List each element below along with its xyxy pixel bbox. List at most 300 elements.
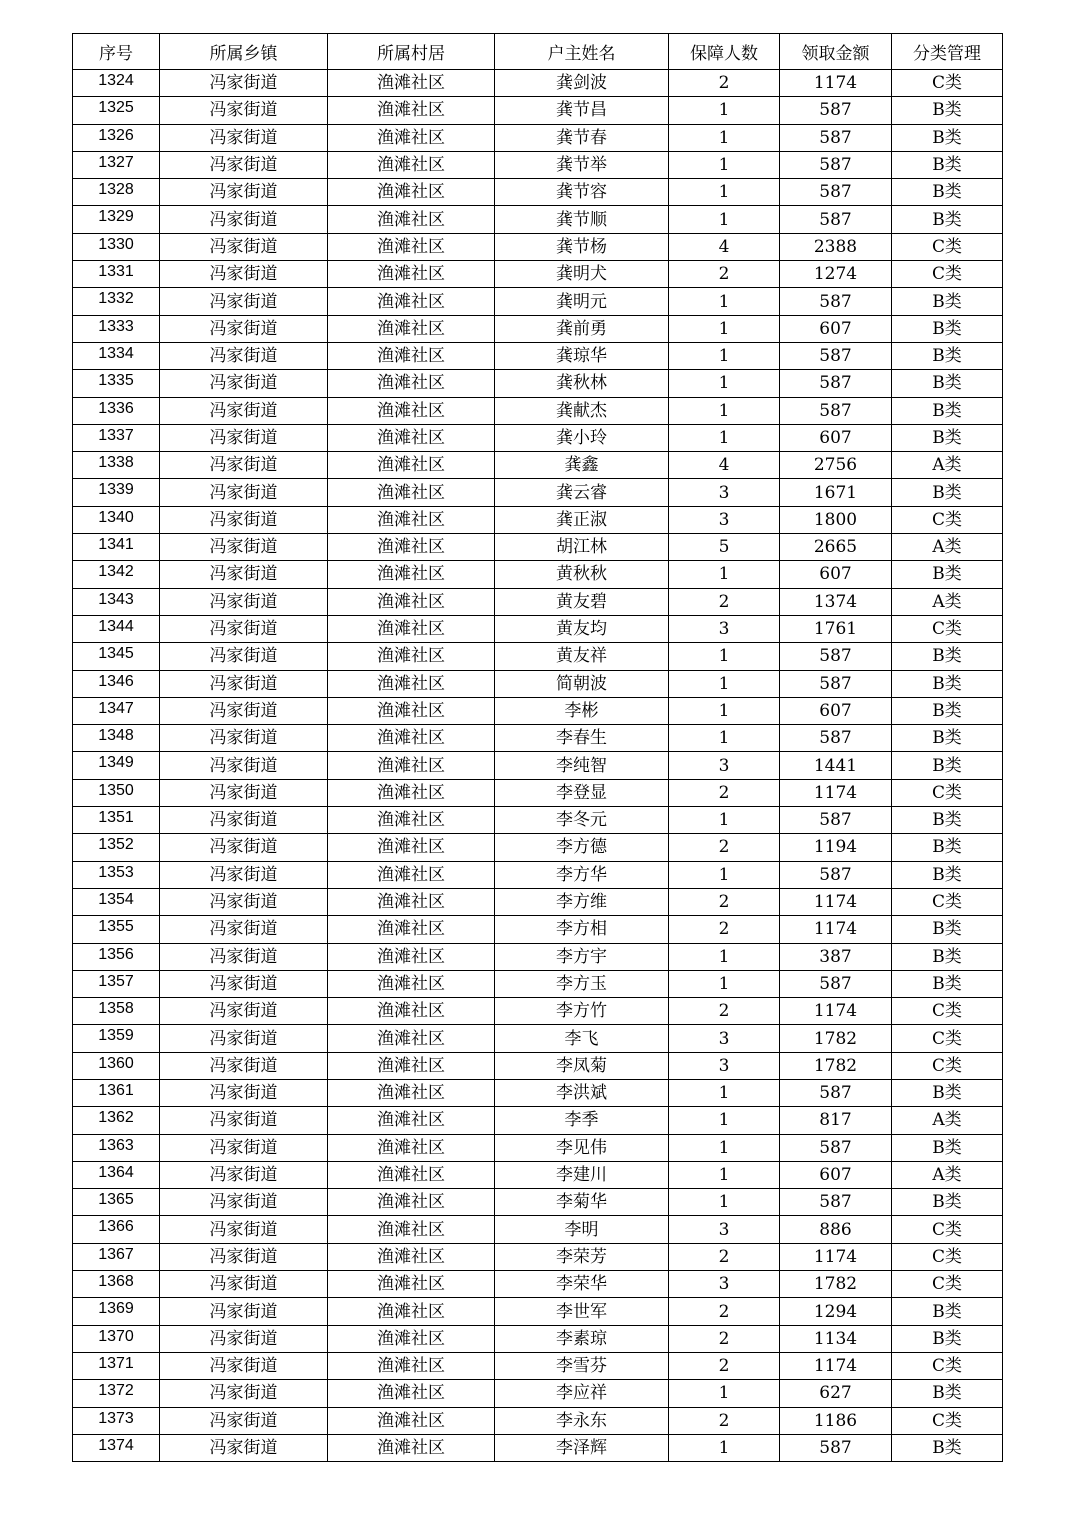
category-cell: A类: [892, 452, 1003, 479]
amount-cell: 2665: [780, 534, 892, 561]
village-cell: 渔滩社区: [328, 643, 495, 670]
householder-cell: 胡江林: [495, 534, 669, 561]
category-cell: B类: [892, 1434, 1003, 1461]
amount-cell: 587: [780, 179, 892, 206]
covered-persons-cell: 1: [669, 1434, 780, 1461]
category-cell: B类: [892, 479, 1003, 506]
town-cell: 冯家街道: [160, 1216, 328, 1243]
seq-cell: 1324: [73, 70, 160, 97]
covered-persons-cell: 1: [669, 807, 780, 834]
seq-cell: 1350: [73, 779, 160, 806]
village-cell: 渔滩社区: [328, 998, 495, 1025]
householder-cell: 龚前勇: [495, 315, 669, 342]
village-cell: 渔滩社区: [328, 861, 495, 888]
householder-cell: 李雪芬: [495, 1352, 669, 1379]
village-cell: 渔滩社区: [328, 588, 495, 615]
amount-cell: 1800: [780, 506, 892, 533]
seq-cell: 1374: [73, 1434, 160, 1461]
householder-cell: 李荣华: [495, 1271, 669, 1298]
table-row: [73, 697, 1003, 724]
table-row: [73, 315, 1003, 342]
table-row: [73, 342, 1003, 369]
table-row: [73, 151, 1003, 178]
town-cell: 冯家街道: [160, 834, 328, 861]
town-cell: 冯家街道: [160, 916, 328, 943]
village-cell: 渔滩社区: [328, 370, 495, 397]
covered-persons-cell: 1: [669, 179, 780, 206]
householder-cell: 李泽辉: [495, 1434, 669, 1461]
table-row: [73, 206, 1003, 233]
town-cell: 冯家街道: [160, 288, 328, 315]
category-cell: B类: [892, 697, 1003, 724]
town-cell: 冯家街道: [160, 179, 328, 206]
table-row: [73, 943, 1003, 970]
seq-cell: 1339: [73, 479, 160, 506]
subsidy-table: [72, 33, 1003, 1462]
village-cell: 渔滩社区: [328, 1271, 495, 1298]
category-cell: B类: [892, 752, 1003, 779]
householder-cell: 黄秋秋: [495, 561, 669, 588]
table-row: [73, 1407, 1003, 1434]
amount-cell: 1441: [780, 752, 892, 779]
town-cell: 冯家街道: [160, 233, 328, 260]
seq-cell: 1368: [73, 1271, 160, 1298]
town-cell: 冯家街道: [160, 424, 328, 451]
header-category: 分类管理: [892, 34, 1003, 70]
amount-cell: 587: [780, 397, 892, 424]
seq-cell: 1330: [73, 233, 160, 260]
householder-cell: 龚秋林: [495, 370, 669, 397]
village-cell: 渔滩社区: [328, 1134, 495, 1161]
town-cell: 冯家街道: [160, 124, 328, 151]
category-cell: C类: [892, 888, 1003, 915]
covered-persons-cell: 1: [669, 643, 780, 670]
category-cell: B类: [892, 124, 1003, 151]
amount-cell: 587: [780, 1434, 892, 1461]
covered-persons-cell: 2: [669, 779, 780, 806]
town-cell: 冯家街道: [160, 1243, 328, 1270]
covered-persons-cell: 4: [669, 452, 780, 479]
covered-persons-cell: 1: [669, 370, 780, 397]
seq-cell: 1342: [73, 561, 160, 588]
town-cell: 冯家街道: [160, 561, 328, 588]
amount-cell: 1186: [780, 1407, 892, 1434]
covered-persons-cell: 1: [669, 1189, 780, 1216]
village-cell: 渔滩社区: [328, 1243, 495, 1270]
town-cell: 冯家街道: [160, 370, 328, 397]
seq-cell: 1370: [73, 1325, 160, 1352]
covered-persons-cell: 1: [669, 151, 780, 178]
header-village: 所属村居: [328, 34, 495, 70]
town-cell: 冯家街道: [160, 1407, 328, 1434]
householder-cell: 李方宇: [495, 943, 669, 970]
seq-cell: 1371: [73, 1352, 160, 1379]
householder-cell: 李洪斌: [495, 1079, 669, 1106]
householder-cell: 黄友祥: [495, 643, 669, 670]
seq-cell: 1333: [73, 315, 160, 342]
table-row: [73, 1189, 1003, 1216]
town-cell: 冯家街道: [160, 1380, 328, 1407]
amount-cell: 587: [780, 206, 892, 233]
householder-cell: 李凤菊: [495, 1052, 669, 1079]
householder-cell: 李冬元: [495, 807, 669, 834]
village-cell: 渔滩社区: [328, 1216, 495, 1243]
category-cell: B类: [892, 1079, 1003, 1106]
covered-persons-cell: 1: [669, 697, 780, 724]
amount-cell: 2756: [780, 452, 892, 479]
town-cell: 冯家街道: [160, 97, 328, 124]
householder-cell: 李菊华: [495, 1189, 669, 1216]
seq-cell: 1346: [73, 670, 160, 697]
town-cell: 冯家街道: [160, 342, 328, 369]
village-cell: 渔滩社区: [328, 1079, 495, 1106]
table-row: [73, 1161, 1003, 1188]
town-cell: 冯家街道: [160, 779, 328, 806]
category-cell: A类: [892, 534, 1003, 561]
village-cell: 渔滩社区: [328, 1025, 495, 1052]
householder-cell: 龚明犬: [495, 261, 669, 288]
covered-persons-cell: 1: [669, 1079, 780, 1106]
covered-persons-cell: 2: [669, 888, 780, 915]
seq-cell: 1334: [73, 342, 160, 369]
village-cell: 渔滩社区: [328, 697, 495, 724]
category-cell: C类: [892, 1407, 1003, 1434]
amount-cell: 1782: [780, 1052, 892, 1079]
householder-cell: 李方竹: [495, 998, 669, 1025]
table-row: [73, 1079, 1003, 1106]
amount-cell: 1174: [780, 70, 892, 97]
town-cell: 冯家街道: [160, 1298, 328, 1325]
householder-cell: 龚节杨: [495, 233, 669, 260]
covered-persons-cell: 2: [669, 1352, 780, 1379]
householder-cell: 李季: [495, 1107, 669, 1134]
householder-cell: 李飞: [495, 1025, 669, 1052]
town-cell: 冯家街道: [160, 1352, 328, 1379]
seq-cell: 1338: [73, 452, 160, 479]
covered-persons-cell: 3: [669, 1216, 780, 1243]
table-row: [73, 807, 1003, 834]
amount-cell: 587: [780, 643, 892, 670]
seq-cell: 1329: [73, 206, 160, 233]
householder-cell: 龚正淑: [495, 506, 669, 533]
category-cell: B类: [892, 1134, 1003, 1161]
category-cell: B类: [892, 1189, 1003, 1216]
covered-persons-cell: 1: [669, 725, 780, 752]
householder-cell: 李方相: [495, 916, 669, 943]
category-cell: B类: [892, 1298, 1003, 1325]
category-cell: B类: [892, 916, 1003, 943]
town-cell: 冯家街道: [160, 1434, 328, 1461]
amount-cell: 1194: [780, 834, 892, 861]
village-cell: 渔滩社区: [328, 452, 495, 479]
covered-persons-cell: 3: [669, 479, 780, 506]
town-cell: 冯家街道: [160, 1271, 328, 1298]
village-cell: 渔滩社区: [328, 261, 495, 288]
householder-cell: 龚剑波: [495, 70, 669, 97]
table-row: [73, 588, 1003, 615]
covered-persons-cell: 3: [669, 1271, 780, 1298]
town-cell: 冯家街道: [160, 588, 328, 615]
amount-cell: 587: [780, 342, 892, 369]
table-row: [73, 561, 1003, 588]
town-cell: 冯家街道: [160, 752, 328, 779]
town-cell: 冯家街道: [160, 643, 328, 670]
category-cell: B类: [892, 342, 1003, 369]
town-cell: 冯家街道: [160, 452, 328, 479]
village-cell: 渔滩社区: [328, 1052, 495, 1079]
category-cell: A类: [892, 1161, 1003, 1188]
table-row: [73, 888, 1003, 915]
amount-cell: 607: [780, 561, 892, 588]
town-cell: 冯家街道: [160, 1052, 328, 1079]
village-cell: 渔滩社区: [328, 916, 495, 943]
seq-cell: 1328: [73, 179, 160, 206]
village-cell: 渔滩社区: [328, 615, 495, 642]
householder-cell: 龚节春: [495, 124, 669, 151]
covered-persons-cell: 1: [669, 97, 780, 124]
table-row: [73, 834, 1003, 861]
header-householder: 户主姓名: [495, 34, 669, 70]
householder-cell: 李彬: [495, 697, 669, 724]
householder-cell: 龚节举: [495, 151, 669, 178]
householder-cell: 李方玉: [495, 970, 669, 997]
header-row: [73, 34, 1003, 70]
seq-cell: 1340: [73, 506, 160, 533]
category-cell: B类: [892, 315, 1003, 342]
village-cell: 渔滩社区: [328, 561, 495, 588]
amount-cell: 587: [780, 288, 892, 315]
village-cell: 渔滩社区: [328, 1107, 495, 1134]
table-row: [73, 479, 1003, 506]
header-amount: 领取金额: [780, 34, 892, 70]
amount-cell: 1174: [780, 1243, 892, 1270]
householder-cell: 龚鑫: [495, 452, 669, 479]
table-row: [73, 1434, 1003, 1461]
householder-cell: 李方德: [495, 834, 669, 861]
village-cell: 渔滩社区: [328, 970, 495, 997]
covered-persons-cell: 2: [669, 834, 780, 861]
table-row: [73, 288, 1003, 315]
category-cell: B类: [892, 1380, 1003, 1407]
table-row: [73, 643, 1003, 670]
covered-persons-cell: 1: [669, 1107, 780, 1134]
category-cell: B类: [892, 97, 1003, 124]
amount-cell: 1174: [780, 916, 892, 943]
seq-cell: 1364: [73, 1161, 160, 1188]
village-cell: 渔滩社区: [328, 206, 495, 233]
village-cell: 渔滩社区: [328, 1189, 495, 1216]
town-cell: 冯家街道: [160, 1325, 328, 1352]
covered-persons-cell: 3: [669, 615, 780, 642]
category-cell: B类: [892, 834, 1003, 861]
village-cell: 渔滩社区: [328, 288, 495, 315]
householder-cell: 李方维: [495, 888, 669, 915]
category-cell: B类: [892, 943, 1003, 970]
table-row: [73, 1271, 1003, 1298]
covered-persons-cell: 1: [669, 315, 780, 342]
covered-persons-cell: 1: [669, 670, 780, 697]
seq-cell: 1344: [73, 615, 160, 642]
table-row: [73, 779, 1003, 806]
seq-cell: 1359: [73, 1025, 160, 1052]
category-cell: C类: [892, 615, 1003, 642]
town-cell: 冯家街道: [160, 670, 328, 697]
covered-persons-cell: 1: [669, 288, 780, 315]
seq-cell: 1372: [73, 1380, 160, 1407]
category-cell: B类: [892, 670, 1003, 697]
table-row: [73, 261, 1003, 288]
amount-cell: 587: [780, 151, 892, 178]
town-cell: 冯家街道: [160, 206, 328, 233]
covered-persons-cell: 3: [669, 752, 780, 779]
town-cell: 冯家街道: [160, 943, 328, 970]
covered-persons-cell: 1: [669, 861, 780, 888]
category-cell: B类: [892, 970, 1003, 997]
seq-cell: 1358: [73, 998, 160, 1025]
town-cell: 冯家街道: [160, 888, 328, 915]
amount-cell: 2388: [780, 233, 892, 260]
category-cell: C类: [892, 1352, 1003, 1379]
village-cell: 渔滩社区: [328, 752, 495, 779]
table-row: [73, 1243, 1003, 1270]
category-cell: C类: [892, 506, 1003, 533]
seq-cell: 1347: [73, 697, 160, 724]
seq-cell: 1351: [73, 807, 160, 834]
town-cell: 冯家街道: [160, 1025, 328, 1052]
village-cell: 渔滩社区: [328, 315, 495, 342]
table-row: [73, 506, 1003, 533]
town-cell: 冯家街道: [160, 151, 328, 178]
category-cell: B类: [892, 643, 1003, 670]
category-cell: B类: [892, 861, 1003, 888]
householder-cell: 龚节顺: [495, 206, 669, 233]
covered-persons-cell: 1: [669, 1134, 780, 1161]
table-row: [73, 452, 1003, 479]
town-cell: 冯家街道: [160, 1107, 328, 1134]
village-cell: 渔滩社区: [328, 506, 495, 533]
village-cell: 渔滩社区: [328, 670, 495, 697]
seq-cell: 1336: [73, 397, 160, 424]
table-row: [73, 370, 1003, 397]
town-cell: 冯家街道: [160, 506, 328, 533]
category-cell: C类: [892, 233, 1003, 260]
village-cell: 渔滩社区: [328, 834, 495, 861]
seq-cell: 1360: [73, 1052, 160, 1079]
amount-cell: 587: [780, 725, 892, 752]
town-cell: 冯家街道: [160, 861, 328, 888]
table-row: [73, 1216, 1003, 1243]
village-cell: 渔滩社区: [328, 888, 495, 915]
amount-cell: 587: [780, 1189, 892, 1216]
covered-persons-cell: 1: [669, 943, 780, 970]
category-cell: B类: [892, 725, 1003, 752]
covered-persons-cell: 4: [669, 233, 780, 260]
householder-cell: 龚琼华: [495, 342, 669, 369]
amount-cell: 587: [780, 97, 892, 124]
header-town: 所属乡镇: [160, 34, 328, 70]
town-cell: 冯家街道: [160, 970, 328, 997]
town-cell: 冯家街道: [160, 725, 328, 752]
householder-cell: 李春生: [495, 725, 669, 752]
category-cell: C类: [892, 70, 1003, 97]
village-cell: 渔滩社区: [328, 1380, 495, 1407]
seq-cell: 1363: [73, 1134, 160, 1161]
village-cell: 渔滩社区: [328, 233, 495, 260]
village-cell: 渔滩社区: [328, 179, 495, 206]
householder-cell: 李方华: [495, 861, 669, 888]
seq-cell: 1369: [73, 1298, 160, 1325]
seq-cell: 1366: [73, 1216, 160, 1243]
table-row: [73, 998, 1003, 1025]
seq-cell: 1332: [73, 288, 160, 315]
covered-persons-cell: 2: [669, 70, 780, 97]
householder-cell: 龚节容: [495, 179, 669, 206]
village-cell: 渔滩社区: [328, 97, 495, 124]
village-cell: 渔滩社区: [328, 124, 495, 151]
village-cell: 渔滩社区: [328, 424, 495, 451]
seq-cell: 1341: [73, 534, 160, 561]
amount-cell: 1761: [780, 615, 892, 642]
covered-persons-cell: 1: [669, 124, 780, 151]
householder-cell: 龚云睿: [495, 479, 669, 506]
table-row: [73, 1134, 1003, 1161]
amount-cell: 587: [780, 124, 892, 151]
householder-cell: 龚明元: [495, 288, 669, 315]
category-cell: B类: [892, 397, 1003, 424]
covered-persons-cell: 1: [669, 206, 780, 233]
village-cell: 渔滩社区: [328, 779, 495, 806]
seq-cell: 1326: [73, 124, 160, 151]
amount-cell: 886: [780, 1216, 892, 1243]
amount-cell: 1174: [780, 779, 892, 806]
seq-cell: 1357: [73, 970, 160, 997]
householder-cell: 龚小玲: [495, 424, 669, 451]
covered-persons-cell: 1: [669, 397, 780, 424]
householder-cell: 黄友均: [495, 615, 669, 642]
village-cell: 渔滩社区: [328, 1352, 495, 1379]
amount-cell: 1174: [780, 1352, 892, 1379]
householder-cell: 李见伟: [495, 1134, 669, 1161]
amount-cell: 607: [780, 1161, 892, 1188]
category-cell: C类: [892, 1216, 1003, 1243]
covered-persons-cell: 2: [669, 998, 780, 1025]
amount-cell: 1782: [780, 1271, 892, 1298]
town-cell: 冯家街道: [160, 1134, 328, 1161]
covered-persons-cell: 2: [669, 588, 780, 615]
covered-persons-cell: 1: [669, 342, 780, 369]
table-row: [73, 670, 1003, 697]
seq-cell: 1325: [73, 97, 160, 124]
village-cell: 渔滩社区: [328, 397, 495, 424]
seq-cell: 1349: [73, 752, 160, 779]
village-cell: 渔滩社区: [328, 807, 495, 834]
town-cell: 冯家街道: [160, 479, 328, 506]
amount-cell: 587: [780, 370, 892, 397]
village-cell: 渔滩社区: [328, 1434, 495, 1461]
table-row: [73, 615, 1003, 642]
category-cell: A类: [892, 1107, 1003, 1134]
category-cell: B类: [892, 179, 1003, 206]
amount-cell: 1374: [780, 588, 892, 615]
amount-cell: 607: [780, 315, 892, 342]
table-row: [73, 124, 1003, 151]
amount-cell: 1294: [780, 1298, 892, 1325]
amount-cell: 817: [780, 1107, 892, 1134]
header-seq: 序号: [73, 34, 160, 70]
table-row: [73, 1298, 1003, 1325]
table-row: [73, 1025, 1003, 1052]
town-cell: 冯家街道: [160, 1189, 328, 1216]
